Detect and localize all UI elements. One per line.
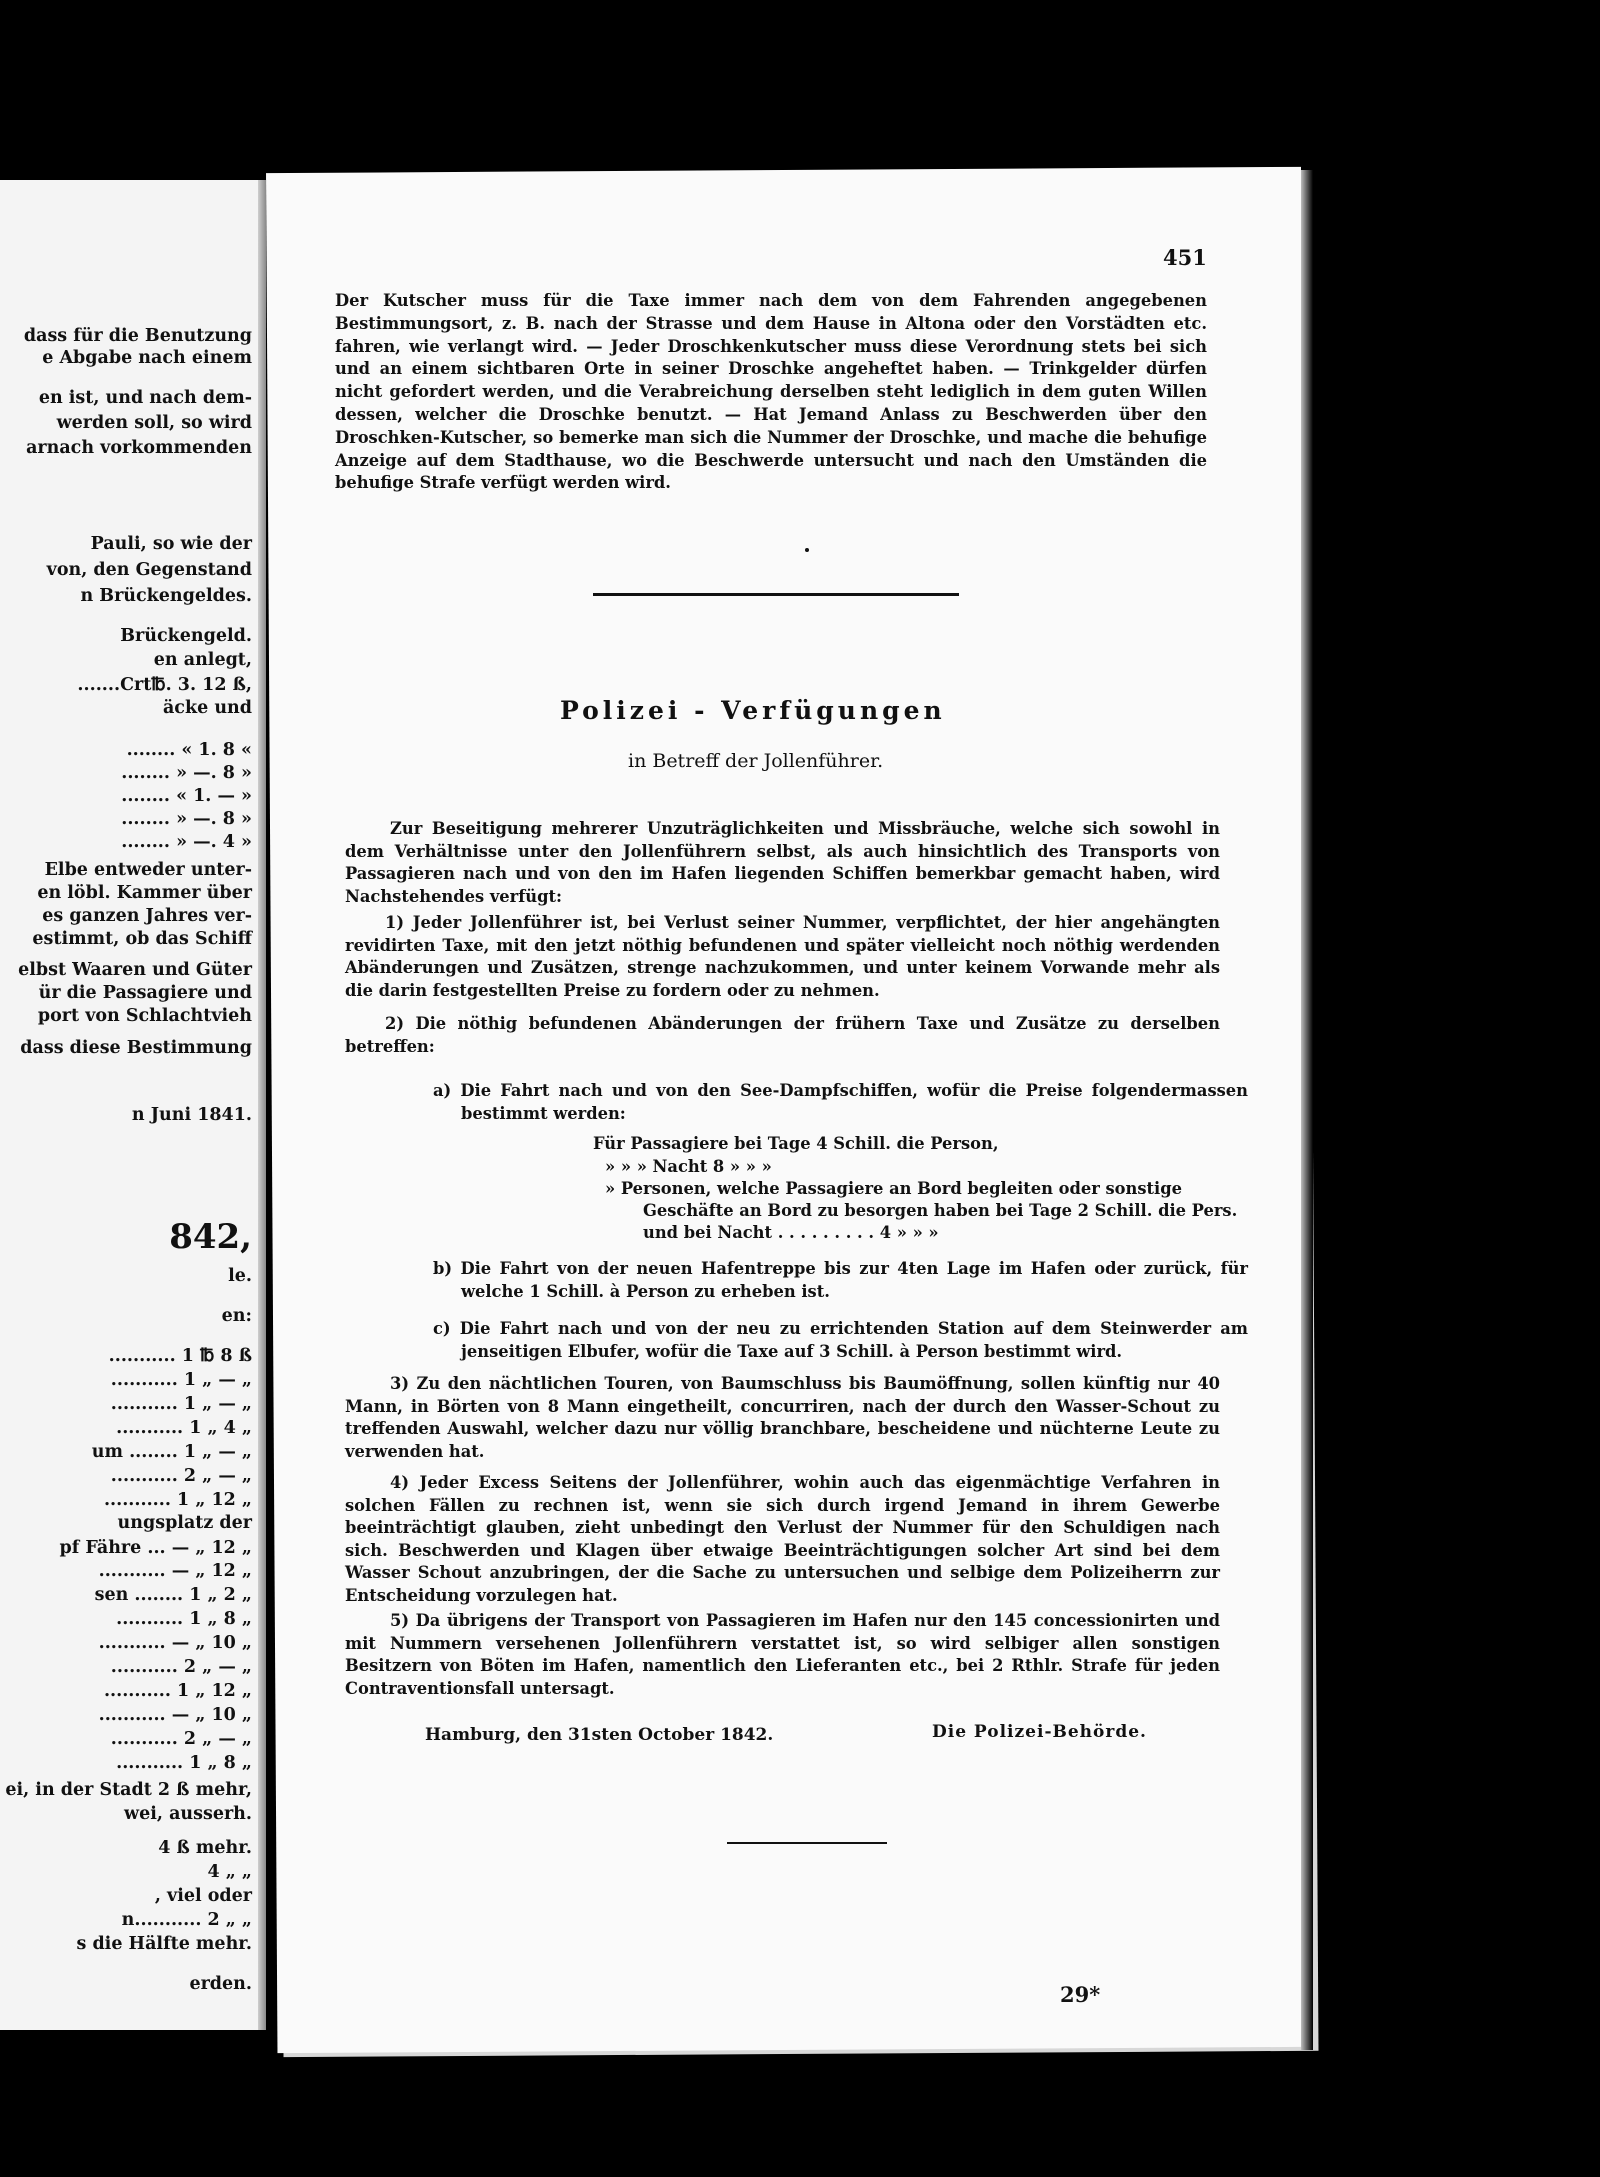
left-page-line: sen ........ 1 „ 2 „ [94,1585,252,1605]
left-page-line: ........... 1 „ 8 „ [116,1753,252,1773]
left-page-line: dass diese Bestimmung [20,1038,252,1058]
decree-item-2a: a) Die Fahrt nach und von den See-Dampfschiffen, wofür die Preise folgendermassen bestimmt werden: [433,1081,1248,1123]
left-page-line: n........... 2 „ „ [121,1910,252,1930]
left-page-line: arnach vorkommenden [26,438,252,458]
left-page-line: Brückengeld. [120,626,252,646]
left-page-line: en anlegt, [153,650,252,670]
fare-row: Für Passagiere bei Tage 4 Schill. die Person, [593,1134,999,1153]
decree-item-3: 3) Zu den nächtlichen Touren, von Baumschluss bis Baumöffnung, sollen künftig nur 40 Mann, in Börten von 8 Mann eingetheilt, concurriren, nach der durch den Wasser-Schout zu treffenden Auswahl, welcher dazu nur völlig branchbare, bescheidene und nüchterne Leute zu verwenden hat. [345,1374,1220,1461]
left-page-line: en: [221,1306,252,1326]
section-divider-bottom [727,1842,887,1844]
left-page-line: ür die Passagiere und [38,983,252,1003]
left-page-line: e Abgabe nach einem [42,348,252,368]
left-page-line: ........... 1 „ 12 „ [103,1681,252,1701]
signing-place-date: Hamburg, den 31sten October 1842. [425,1725,774,1745]
left-page-line: ........ » —. 8 » [121,763,252,783]
left-page-line: le. [228,1266,252,1286]
decree-item-4: 4) Jeder Excess Seitens der Jollenführer, wohin auch das eigenmächtige Verfahren in solchen Fällen zu rechnen ist, wenn sie sich durch irgend Jemand in ihrem Gewerbe beeinträchtigt glauben, zieht unbedingt den Verlust der Nummer für den Schuldigen nach sich. Beschwerden und Klagen über etwaige Beeinträchtigungen solcher Art sind bei dem Wasser Schout anzubringen, der die Sache zu untersuchen und selbige dem Polizeiherrn zur Entscheidung vorzulegen hat. [345,1473,1220,1605]
stray-dot [805,548,809,552]
left-page-line: ........ « 1. — » [121,786,252,806]
left-page-line: ........... 2 „ — „ [110,1729,252,1749]
left-page-line: en ist, und nach dem- [38,388,252,408]
decree-item-5: 5) Da übrigens der Transport von Passagieren im Hafen nur den 145 concessionirten und mit Nummern versehenen Jollenführern verstattet ist, so wird selbiger allen sonstigen Besitzern von Böten im Hafen, namentlich den Lieferanten etc., bei 2 Rthlr. Strafe für jeden Contraventionsfall untersagt. [345,1611,1220,1698]
left-page-line: ........... 2 „ — „ [110,1657,252,1677]
section-subtitle: in Betreff der Jollenführer. [628,750,884,772]
fare-row: » » » Nacht 8 » » » [605,1157,772,1176]
left-page-line: s die Hälfte mehr. [76,1934,252,1954]
left-page-line: ungsplatz der [117,1513,252,1533]
left-page-line: um ........ 1 „ — „ [91,1442,252,1462]
left-page-line: erden. [189,1974,252,1994]
left-page-line: ........... 1 ℔ 8 ß [108,1346,252,1366]
left-page-line: .......Crt℔. 3. 12 ß, [77,675,252,695]
droschken-regulation-paragraph: Der Kutscher muss für die Taxe immer nach dem von dem Fahrenden angegebenen Bestimmungsort, z. B. nach der Strasse und dem Hause in Altona oder den Vorstädten etc. fahren, wie verlangt wird. — Jeder Droschkenkutscher muss diese Verordnung stets bei sich und an einem sichtbaren Orte in seiner Droschke angeheftet haben. — Trinkgelder dürfen nicht gefordert werden, und die Verabreichung derselben steht lediglich in dem guten Willen dessen, welcher die Droschke benutzt. — Hat Jemand Anlass zu Beschwerden über den Droschken-Kutscher, so bemerke man sich die Nummer der Droschke, und mache die behufige Anzeige auf dem Stadthause, wo die Beschwerde untersucht und nach den Umständen die behufige Strafe verfügt werden wird. [335,291,1207,493]
left-page-line: ........... — „ 10 „ [98,1633,252,1653]
left-page-line: dass für die Benutzung [23,326,252,346]
decree-item-2b: b) Die Fahrt von der neuen Hafentreppe bis zur 4ten Lage im Hafen oder zurück, für welche 1 Schill. à Person zu erheben ist. [433,1259,1248,1301]
left-page-line: pf Fähre ... — „ 12 „ [59,1538,252,1558]
page-edge [1301,170,1313,2050]
fare-row: » Personen, welche Passagiere an Bord begleiten oder sonstige [605,1179,1182,1198]
printer-signature-mark: 29* [1060,1982,1101,2007]
left-page-line: ........... 1 „ 12 „ [103,1490,252,1510]
left-page-line: ........... 2 „ — „ [110,1466,252,1486]
left-page-line: n Juni 1841. [131,1105,252,1125]
decree-intro: Zur Beseitigung mehrerer Unzuträglichkeiten und Missbräuche, welche sich sowohl in dem Verhältnisse unter den Jollenführern selbst, als auch hinsichtlich des Transports von Passagieren nach und von den im Hafen liegenden Schiffen bemerkbar gemacht haben, wird Nachstehendes verfügt: [345,819,1220,906]
left-page-line: ........... 1 „ — „ [110,1394,252,1414]
left-page-line: Elbe entweder unter- [44,860,252,880]
left-page-line: ........... — „ 10 „ [98,1705,252,1725]
left-page-line: 4 ß mehr. [158,1838,252,1858]
page-number: 451 [1163,245,1207,270]
left-page-line: 842, [169,1217,252,1257]
left-page-line: ........ « 1. 8 « [126,740,252,760]
section-title: Polizei - Verfügungen [560,696,946,725]
fare-row: und bei Nacht . . . . . . . . . 4 » » » [643,1223,939,1242]
left-page-line: ........ » —. 4 » [121,832,252,852]
section-divider-top [593,593,959,596]
left-page-line: n Brückengeldes. [80,586,252,606]
left-page-line: en löbl. Kammer über [37,883,252,903]
left-page-line: es ganzen Jahres ver- [42,906,252,926]
left-page-line: port von Schlachtvieh [37,1006,252,1026]
decree-item-2: 2) Die nöthig befundenen Abänderungen der frühern Taxe und Zusätze zu derselben betreffen: [345,1014,1220,1056]
left-page-line: äcke und [162,698,252,718]
decree-item-2c: c) Die Fahrt nach und von der neu zu errichtenden Station auf dem Steinwerder am jenseitigen Elbufer, wofür die Taxe auf 3 Schill. à Person bestimmt wird. [433,1319,1248,1361]
fare-row: Geschäfte an Bord zu besorgen haben bei Tage 2 Schill. die Pers. [643,1201,1238,1220]
left-page-line: ei, in der Stadt 2 ß mehr, [5,1780,252,1800]
left-page-line: ........... 1 „ 8 „ [116,1609,252,1629]
issuing-authority: Die Polizei-Behörde. [932,1722,1147,1742]
left-page-line: ........... 1 „ 4 „ [116,1418,252,1438]
left-page-line: , viel oder [154,1886,252,1906]
left-page-line: 4 „ „ [207,1862,252,1882]
left-page-line: ........ » —. 8 » [121,809,252,829]
book-gutter [258,180,266,2030]
decree-item-1: 1) Jeder Jollenführer ist, bei Verlust seiner Nummer, verpflichtet, der hier angehängten revidirten Taxe, mit den jetzt nöthig befundenen und später vielleicht noch nöthig werdenden Abänderungen und Zusätzen, strenge nachzukommen, und unter keinem Vorwande mehr als die darin festgestellten Preise zu fordern oder zu nehmen. [345,913,1220,1000]
left-page-line: wei, ausserh. [124,1804,252,1824]
left-page-line: ........... 1 „ — „ [110,1370,252,1390]
left-page-line: werden soll, so wird [56,413,252,433]
left-page-line: ........... — „ 12 „ [98,1561,252,1581]
left-page-line: elbst Waaren und Güter [18,960,252,980]
left-page-line: Pauli, so wie der [90,534,252,554]
left-page-line: von, den Gegenstand [46,560,252,580]
left-page-line: estimmt, ob das Schiff [32,929,252,949]
previous-page-fragment [0,180,258,2030]
